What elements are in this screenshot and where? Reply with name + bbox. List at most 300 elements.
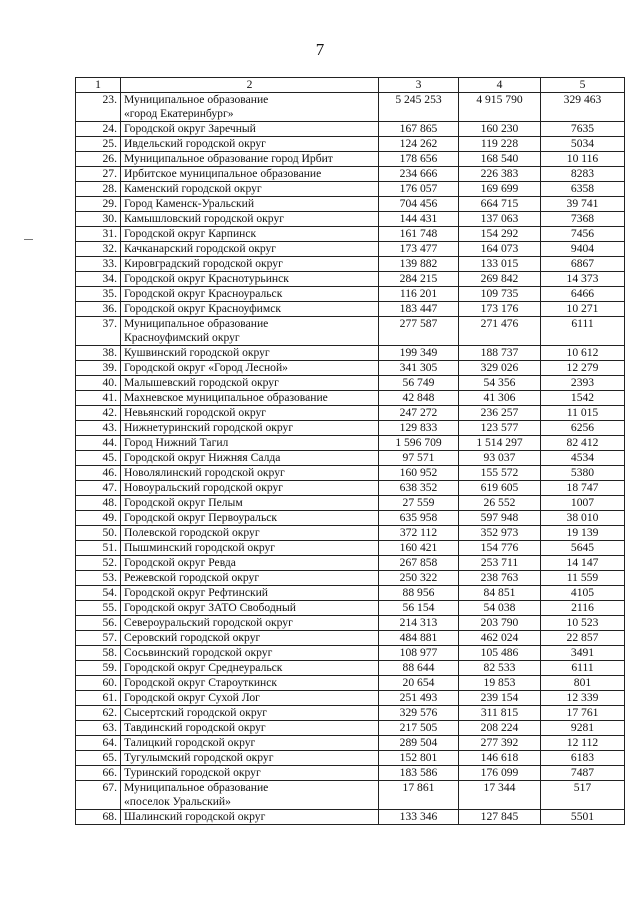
value-cell-c4: 137 063	[459, 212, 541, 227]
value-cell-c3: 167 865	[379, 122, 459, 137]
municipality-name	[121, 781, 379, 810]
row-number: 39.	[76, 361, 121, 376]
value-cell-c4: 311 815	[459, 706, 541, 721]
municipality-name-line: Городской округ Староуткинск	[124, 676, 278, 689]
value-cell-c3: 97 571	[379, 451, 459, 466]
municipality-name	[121, 361, 379, 376]
value-cell-c4: 271 476	[459, 317, 541, 346]
value-cell-c3: 178 656	[379, 152, 459, 167]
page-number: 7	[315, 40, 325, 59]
row-number: 67.	[76, 781, 121, 810]
table-row	[76, 751, 625, 766]
value-cell-c4: 462 024	[459, 631, 541, 646]
value-cell-c4: 105 486	[459, 646, 541, 661]
value-cell-c3: 139 882	[379, 257, 459, 272]
row-number: 32.	[76, 242, 121, 257]
table-row	[76, 122, 625, 137]
table-row	[76, 466, 625, 481]
value-cell-c5: 19 139	[541, 526, 625, 541]
row-number: 50.	[76, 526, 121, 541]
value-cell-c3: 152 801	[379, 751, 459, 766]
row-number: 48.	[76, 496, 121, 511]
column-header: 4	[459, 78, 541, 93]
value-cell-c4: 84 851	[459, 586, 541, 601]
margin-mark	[24, 239, 33, 240]
table-row	[76, 152, 625, 167]
value-cell-c4: 154 292	[459, 227, 541, 242]
municipality-name-line: Режевской городской округ	[124, 571, 260, 584]
value-cell-c3: 199 349	[379, 346, 459, 361]
value-cell-c4: 17 344	[459, 781, 541, 810]
value-cell-c4: 188 737	[459, 346, 541, 361]
value-cell-c5: 2116	[541, 601, 625, 616]
value-cell-c4: 236 257	[459, 406, 541, 421]
municipality-name-line: Муниципальное образование город Ирбит	[124, 152, 333, 165]
row-number: 36.	[76, 302, 121, 317]
value-cell-c5: 9404	[541, 242, 625, 257]
value-cell-c5: 5501	[541, 810, 625, 825]
row-number: 23.	[76, 93, 121, 122]
value-cell-c5: 38 010	[541, 511, 625, 526]
value-cell-c5: 7456	[541, 227, 625, 242]
municipality-name-line: «город Екатеринбург»	[124, 107, 234, 120]
municipality-name	[121, 646, 379, 661]
value-cell-c3: 42 848	[379, 391, 459, 406]
value-cell-c5: 10 523	[541, 616, 625, 631]
municipality-name	[121, 511, 379, 526]
table-row	[76, 242, 625, 257]
value-cell-c4: 168 540	[459, 152, 541, 167]
table-row	[76, 766, 625, 781]
value-cell-c5: 12 112	[541, 736, 625, 751]
row-number: 43.	[76, 421, 121, 436]
table-row	[76, 706, 625, 721]
value-cell-c4: 54 038	[459, 601, 541, 616]
municipality-name-line: Камышловский городской округ	[124, 212, 284, 225]
table-row	[76, 586, 625, 601]
municipality-name-line: Качканарский городской округ	[124, 242, 277, 255]
value-cell-c4: 597 948	[459, 511, 541, 526]
row-number: 68.	[76, 810, 121, 825]
table-row	[76, 691, 625, 706]
table-row	[76, 391, 625, 406]
table-row	[76, 541, 625, 556]
value-cell-c3: 160 421	[379, 541, 459, 556]
table-row	[76, 526, 625, 541]
municipality-name	[121, 152, 379, 167]
municipality-name	[121, 556, 379, 571]
municipality-name-line: Городской округ Красноуральск	[124, 287, 283, 300]
table-row	[76, 406, 625, 421]
municipality-name-line: Новоуральский городской округ	[124, 481, 284, 494]
row-number: 64.	[76, 736, 121, 751]
municipality-name	[121, 691, 379, 706]
row-number: 44.	[76, 436, 121, 451]
value-cell-c4: 169 699	[459, 182, 541, 197]
row-number: 63.	[76, 721, 121, 736]
value-cell-c5: 10 612	[541, 346, 625, 361]
value-cell-c3: 635 958	[379, 511, 459, 526]
value-cell-c5: 2393	[541, 376, 625, 391]
row-number: 61.	[76, 691, 121, 706]
value-cell-c3: 56 154	[379, 601, 459, 616]
municipality-name	[121, 706, 379, 721]
municipality-name-line: Пышминский городской округ	[124, 541, 276, 554]
value-cell-c5: 6358	[541, 182, 625, 197]
value-cell-c4: 269 842	[459, 272, 541, 287]
value-cell-c3: 484 881	[379, 631, 459, 646]
row-number: 31.	[76, 227, 121, 242]
value-cell-c4: 93 037	[459, 451, 541, 466]
value-cell-c5: 11 559	[541, 571, 625, 586]
municipality-name	[121, 676, 379, 691]
municipality-name-line: Ивдельский городской округ	[124, 137, 266, 150]
value-cell-c3: 372 112	[379, 526, 459, 541]
municipality-name	[121, 212, 379, 227]
table-row	[76, 93, 625, 122]
value-cell-c3: 129 833	[379, 421, 459, 436]
municipality-name	[121, 751, 379, 766]
value-cell-c3: 289 504	[379, 736, 459, 751]
value-cell-c3: 124 262	[379, 137, 459, 152]
municipality-name	[121, 391, 379, 406]
municipality-name	[121, 242, 379, 257]
value-cell-c5: 5380	[541, 466, 625, 481]
row-number: 38.	[76, 346, 121, 361]
municipality-name	[121, 616, 379, 631]
value-cell-c4: 238 763	[459, 571, 541, 586]
table-row	[76, 287, 625, 302]
value-cell-c4: 133 015	[459, 257, 541, 272]
row-number: 65.	[76, 751, 121, 766]
row-number: 40.	[76, 376, 121, 391]
table-body	[76, 93, 625, 825]
value-cell-c5: 801	[541, 676, 625, 691]
value-cell-c3: 267 858	[379, 556, 459, 571]
municipality-name-line: Городской округ Первоуральск	[124, 511, 278, 524]
value-cell-c5: 6256	[541, 421, 625, 436]
table-row	[76, 736, 625, 751]
municipality-name-line: Муниципальное образование	[124, 317, 269, 330]
municipality-name-line: Городской округ Карпинск	[124, 227, 257, 240]
value-cell-c5: 7635	[541, 122, 625, 137]
column-header: 2	[121, 78, 379, 93]
table-row	[76, 601, 625, 616]
municipality-name-line: Красноуфимский округ	[124, 331, 240, 344]
column-header: 5	[541, 78, 625, 93]
municipality-name	[121, 810, 379, 825]
value-cell-c3: 638 352	[379, 481, 459, 496]
municipality-name	[121, 197, 379, 212]
value-cell-c4: 160 230	[459, 122, 541, 137]
table-row	[76, 810, 625, 825]
municipality-name	[121, 302, 379, 317]
value-cell-c5: 18 747	[541, 481, 625, 496]
row-number: 30.	[76, 212, 121, 227]
row-number: 55.	[76, 601, 121, 616]
value-cell-c3: 183 586	[379, 766, 459, 781]
municipality-name-line: Городской округ Краснотурьинск	[124, 272, 289, 285]
table-row	[76, 451, 625, 466]
municipality-name-line: Туринский городской округ	[124, 766, 261, 779]
value-cell-c3: 284 215	[379, 272, 459, 287]
table-row	[76, 257, 625, 272]
table-row	[76, 346, 625, 361]
municipality-name	[121, 93, 379, 122]
value-cell-c4: 329 026	[459, 361, 541, 376]
value-cell-c4: 253 711	[459, 556, 541, 571]
budget-table	[75, 77, 625, 825]
value-cell-c4: 109 735	[459, 287, 541, 302]
municipality-name	[121, 631, 379, 646]
value-cell-c4: 208 224	[459, 721, 541, 736]
municipality-name-line: Серовский городской округ	[124, 631, 261, 644]
table-row	[76, 361, 625, 376]
row-number: 33.	[76, 257, 121, 272]
value-cell-c3: 173 477	[379, 242, 459, 257]
row-number: 54.	[76, 586, 121, 601]
value-cell-c4: 203 790	[459, 616, 541, 631]
table-row	[76, 646, 625, 661]
municipality-name	[121, 496, 379, 511]
value-cell-c4: 352 973	[459, 526, 541, 541]
value-cell-c3: 341 305	[379, 361, 459, 376]
value-cell-c3: 5 245 253	[379, 93, 459, 122]
value-cell-c4: 123 577	[459, 421, 541, 436]
row-number: 51.	[76, 541, 121, 556]
value-cell-c4: 119 228	[459, 137, 541, 152]
row-number: 45.	[76, 451, 121, 466]
row-number: 35.	[76, 287, 121, 302]
value-cell-c3: 88 956	[379, 586, 459, 601]
municipality-name	[121, 406, 379, 421]
value-cell-c4: 226 383	[459, 167, 541, 182]
value-cell-c3: 234 666	[379, 167, 459, 182]
municipality-name	[121, 571, 379, 586]
value-cell-c3: 161 748	[379, 227, 459, 242]
value-cell-c3: 329 576	[379, 706, 459, 721]
value-cell-c5: 11 015	[541, 406, 625, 421]
row-number: 37.	[76, 317, 121, 346]
municipality-name-line: Североуральский городской округ	[124, 616, 293, 629]
header-row	[76, 78, 625, 93]
row-number: 59.	[76, 661, 121, 676]
municipality-name-line: Городской округ Нижняя Салда	[124, 451, 281, 464]
municipality-name-line: Тавдинский городской округ	[124, 721, 266, 734]
value-cell-c5: 9281	[541, 721, 625, 736]
row-number: 62.	[76, 706, 121, 721]
municipality-name-line: Полевской городской округ	[124, 526, 260, 539]
value-cell-c5: 12 339	[541, 691, 625, 706]
value-cell-c5: 82 412	[541, 436, 625, 451]
value-cell-c5: 10 271	[541, 302, 625, 317]
value-cell-c5: 12 279	[541, 361, 625, 376]
municipality-name	[121, 182, 379, 197]
value-cell-c3: 160 952	[379, 466, 459, 481]
value-cell-c5: 5645	[541, 541, 625, 556]
row-number: 41.	[76, 391, 121, 406]
value-cell-c4: 82 533	[459, 661, 541, 676]
municipality-name	[121, 736, 379, 751]
municipality-name-line: Ирбитское муниципальное образование	[124, 167, 322, 180]
table-row	[76, 227, 625, 242]
municipality-name	[121, 451, 379, 466]
value-cell-c3: 116 201	[379, 287, 459, 302]
value-cell-c3: 144 431	[379, 212, 459, 227]
municipality-name-line: Город Каменск-Уральский	[124, 197, 255, 210]
table-row	[76, 302, 625, 317]
municipality-name	[121, 466, 379, 481]
municipality-name-line: Городской округ «Город Лесной»	[124, 361, 288, 374]
value-cell-c4: 41 306	[459, 391, 541, 406]
value-cell-c5: 22 857	[541, 631, 625, 646]
municipality-name	[121, 167, 379, 182]
value-cell-c4: 173 176	[459, 302, 541, 317]
value-cell-c3: 20 654	[379, 676, 459, 691]
row-number: 27.	[76, 167, 121, 182]
value-cell-c5: 5034	[541, 137, 625, 152]
value-cell-c5: 3491	[541, 646, 625, 661]
table-row	[76, 781, 625, 810]
table-row	[76, 137, 625, 152]
row-number: 53.	[76, 571, 121, 586]
row-number: 34.	[76, 272, 121, 287]
value-cell-c5: 6111	[541, 317, 625, 346]
table-row	[76, 496, 625, 511]
value-cell-c4: 154 776	[459, 541, 541, 556]
value-cell-c3: 247 272	[379, 406, 459, 421]
value-cell-c4: 164 073	[459, 242, 541, 257]
table-row	[76, 481, 625, 496]
value-cell-c4: 239 154	[459, 691, 541, 706]
value-cell-c5: 14 147	[541, 556, 625, 571]
municipality-name	[121, 586, 379, 601]
value-cell-c5: 39 741	[541, 197, 625, 212]
value-cell-c3: 183 447	[379, 302, 459, 317]
value-cell-c5: 4105	[541, 586, 625, 601]
municipality-name	[121, 661, 379, 676]
municipality-name-line: Сысертский городской округ	[124, 706, 268, 719]
value-cell-c5: 17 761	[541, 706, 625, 721]
municipality-name-line: Невьянский городской округ	[124, 406, 267, 419]
value-cell-c5: 329 463	[541, 93, 625, 122]
value-cell-c5: 7368	[541, 212, 625, 227]
value-cell-c5: 517	[541, 781, 625, 810]
row-number: 28.	[76, 182, 121, 197]
value-cell-c5: 4534	[541, 451, 625, 466]
value-cell-c4: 127 845	[459, 810, 541, 825]
table-row	[76, 511, 625, 526]
value-cell-c4: 4 915 790	[459, 93, 541, 122]
value-cell-c3: 27 559	[379, 496, 459, 511]
municipality-name-line: Малышевский городской округ	[124, 376, 279, 389]
municipality-name-line: Кировградский городской округ	[124, 257, 283, 270]
value-cell-c3: 108 977	[379, 646, 459, 661]
value-cell-c5: 6466	[541, 287, 625, 302]
value-cell-c5: 10 116	[541, 152, 625, 167]
value-cell-c4: 146 618	[459, 751, 541, 766]
municipality-name-line: Новолялинский городской округ	[124, 466, 285, 479]
municipality-name-line: Городской округ Пелым	[124, 496, 243, 509]
table-row	[76, 721, 625, 736]
value-cell-c4: 26 552	[459, 496, 541, 511]
value-cell-c4: 19 853	[459, 676, 541, 691]
value-cell-c4: 54 356	[459, 376, 541, 391]
row-number: 42.	[76, 406, 121, 421]
municipality-name	[121, 541, 379, 556]
municipality-name	[121, 436, 379, 451]
municipality-name-line: Городской округ Среднеуральск	[124, 661, 283, 674]
table-row	[76, 376, 625, 391]
value-cell-c3: 217 505	[379, 721, 459, 736]
municipality-name	[121, 137, 379, 152]
value-cell-c3: 214 313	[379, 616, 459, 631]
municipality-name-line: Городской округ Красноуфимск	[124, 302, 281, 315]
value-cell-c4: 176 099	[459, 766, 541, 781]
value-cell-c3: 17 861	[379, 781, 459, 810]
row-number: 25.	[76, 137, 121, 152]
municipality-name	[121, 227, 379, 242]
municipality-name-line: Махневское муниципальное образование	[124, 391, 328, 404]
municipality-name-line: Сосьвинский городской округ	[124, 646, 273, 659]
municipality-name-line: Город Нижний Тагил	[124, 436, 229, 449]
value-cell-c4: 1 514 297	[459, 436, 541, 451]
municipality-name	[121, 481, 379, 496]
municipality-name	[121, 122, 379, 137]
value-cell-c3: 251 493	[379, 691, 459, 706]
municipality-name	[121, 721, 379, 736]
table-row	[76, 436, 625, 451]
municipality-name	[121, 376, 379, 391]
municipality-name	[121, 317, 379, 346]
municipality-name-line: Городской округ Ревда	[124, 556, 236, 569]
table-row	[76, 571, 625, 586]
value-cell-c5: 6183	[541, 751, 625, 766]
value-cell-c5: 7487	[541, 766, 625, 781]
value-cell-c3: 704 456	[379, 197, 459, 212]
row-number: 47.	[76, 481, 121, 496]
value-cell-c3: 56 749	[379, 376, 459, 391]
row-number: 49.	[76, 511, 121, 526]
municipality-name-line: Городской округ Сухой Лог	[124, 691, 260, 704]
value-cell-c4: 155 572	[459, 466, 541, 481]
value-cell-c5: 1542	[541, 391, 625, 406]
municipality-name-line: Муниципальное образование	[124, 781, 269, 794]
municipality-name	[121, 421, 379, 436]
row-number: 24.	[76, 122, 121, 137]
table-row	[76, 272, 625, 287]
value-cell-c3: 277 587	[379, 317, 459, 346]
table-row	[76, 212, 625, 227]
municipality-name-line: Муниципальное образование	[124, 93, 269, 106]
value-cell-c3: 176 057	[379, 182, 459, 197]
row-number: 57.	[76, 631, 121, 646]
value-cell-c4: 664 715	[459, 197, 541, 212]
table-row	[76, 421, 625, 436]
municipality-name-line: Талицкий городской округ	[124, 736, 256, 749]
municipality-name-line: Городской округ Рефтинский	[124, 586, 269, 599]
municipality-name-line: «поселок Уральский»	[124, 795, 231, 808]
municipality-name-line: Тугулымский городской округ	[124, 751, 274, 764]
value-cell-c5: 6867	[541, 257, 625, 272]
value-cell-c3: 250 322	[379, 571, 459, 586]
table-row	[76, 317, 625, 346]
row-number: 66.	[76, 766, 121, 781]
municipality-name	[121, 257, 379, 272]
value-cell-c4: 619 605	[459, 481, 541, 496]
table-row	[76, 676, 625, 691]
value-cell-c4: 277 392	[459, 736, 541, 751]
